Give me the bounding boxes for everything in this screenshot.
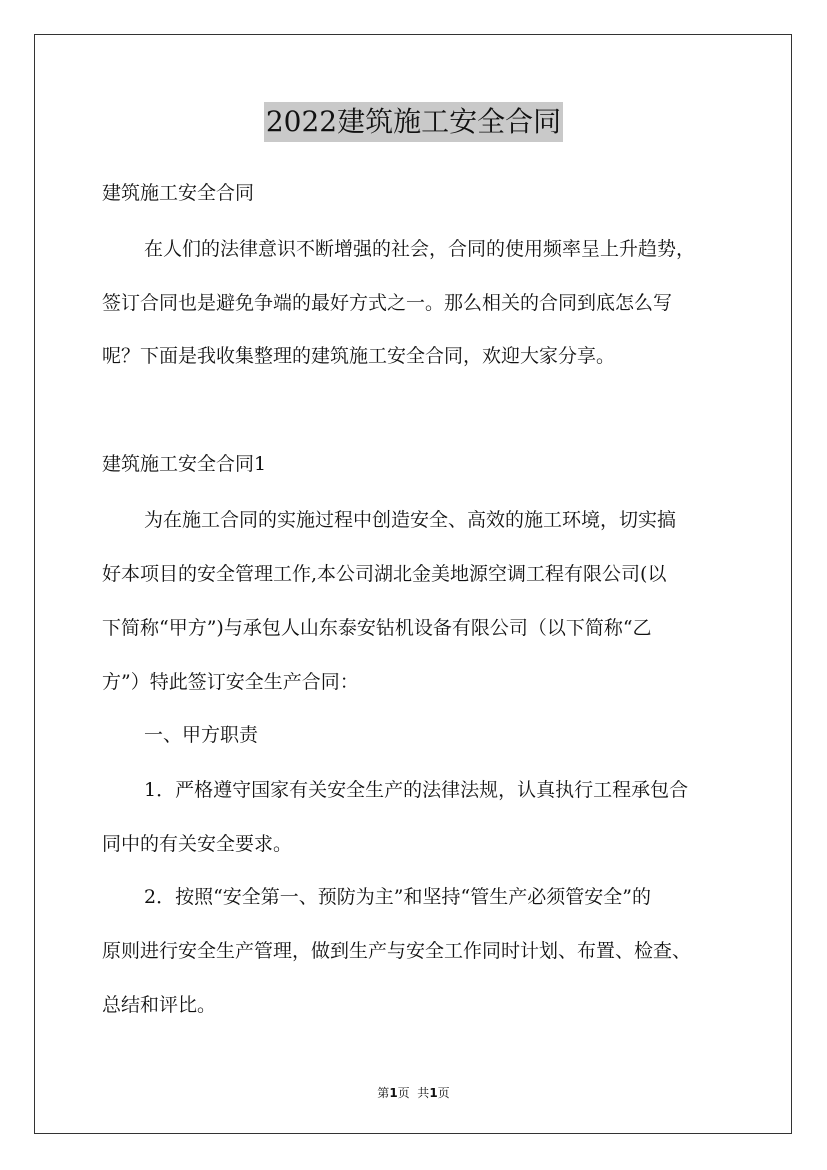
paragraph-line: 总结和评比。 [102, 994, 217, 1016]
paragraph-line: 同中的有关安全要求。 [102, 833, 293, 855]
paragraph-line: 方”）特此签订安全生产合同： [102, 671, 359, 693]
paragraph-line: 签订合同也是避免争端的最好方式之一。那么相关的合同到底怎么写 [102, 292, 673, 314]
footer-mid: 页 共 [397, 1086, 430, 1100]
section-heading: 建筑施工安全合同 [102, 182, 255, 204]
paragraph-line: 原则进行安全生产管理，做到生产与安全工作同时计划、布置、检查、 [102, 940, 692, 962]
paragraph-line: 呢？下面是我收集整理的建筑施工安全合同，欢迎大家分享。 [102, 345, 616, 367]
footer-suffix: 页 [437, 1086, 450, 1100]
footer-total-pages: 1 [429, 1086, 438, 1100]
paragraph-line: 下简称“甲方”)与承包人山东泰安钻机设备有限公司（以下简称“乙 [102, 617, 652, 639]
title-container [0, 102, 827, 142]
footer-page-number: 1 [389, 1086, 398, 1100]
document-title: 2022建筑施工安全合同 [264, 102, 563, 142]
paragraph-line: 1．严格遵守国家有关安全生产的法律法规，认真执行工程承包合 [144, 779, 689, 801]
footer-prefix: 第 [377, 1086, 390, 1100]
paragraph-line: 在人们的法律意识不断增强的社会，合同的使用频率呈上升趋势， [144, 238, 696, 260]
page-footer [0, 1085, 827, 1101]
paragraph-line: 好本项目的安全管理工作,本公司湖北金美地源空调工程有限公司(以 [102, 563, 667, 585]
paragraph-line: 2．按照“安全第一、预防为主”和坚持“管生产必须管安全”的 [144, 886, 651, 908]
paragraph-line: 为在施工合同的实施过程中创造安全、高效的施工环境，切实搞 [144, 509, 677, 531]
subheading: 一、甲方职责 [144, 724, 259, 746]
section-heading: 建筑施工安全合同1 [102, 453, 267, 475]
